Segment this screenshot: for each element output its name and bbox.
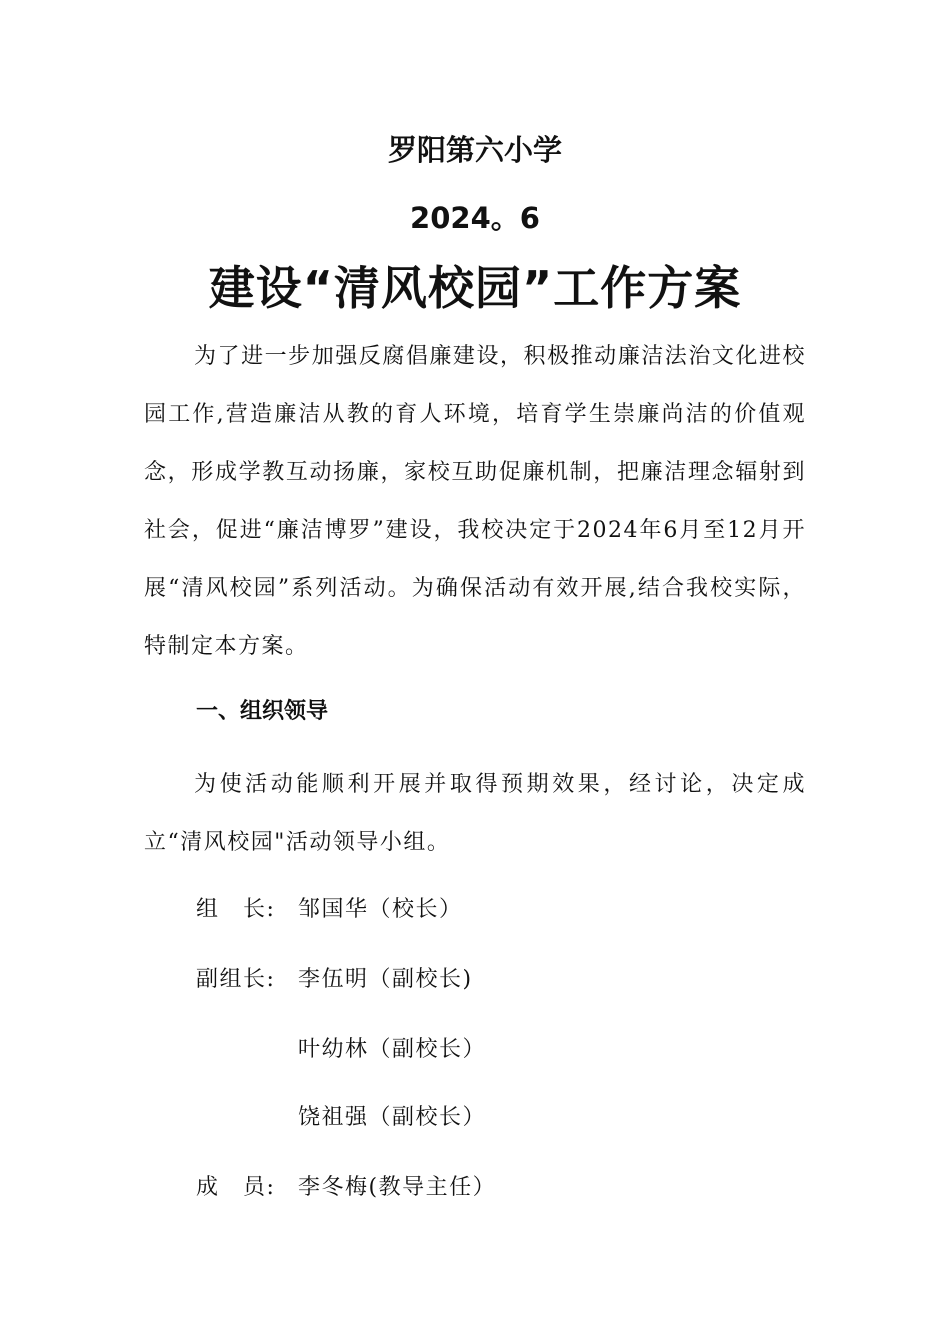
leader-name: 邹国华（校长） — [298, 897, 463, 922]
deputy-name: 李伍明（副校长) — [298, 967, 473, 992]
school-name: 罗阳第六小学 — [387, 133, 562, 167]
document-title: 建设“清风校园”工作方案 — [208, 261, 742, 315]
deputy-label: 副组长: — [196, 967, 276, 992]
intro-paragraph: 为了进一步加强反腐倡廉建设，积极推动廉洁法治文化进校园工作,营造廉洁从教的育人环境，培育学生崇廉尚洁的价值观念，形成学教互动扬廉，家校互助促廉机制，把廉洁理念辐射到社会，促进“廉洁博罗”建设，我校决定于2024年6月至12月开展“清风校园”系列活动。为确保活动有效开展,结合我校实际，特制定本方案。 — [144, 344, 806, 659]
deputy-name: 叶幼林（副校长） — [298, 1037, 487, 1062]
deputy-name: 饶祖强（副校长） — [298, 1105, 487, 1130]
member-label: 成 员: — [196, 1175, 276, 1200]
leader-label: 组 长: — [196, 897, 276, 922]
section-heading-organization: 一、组织领导 — [196, 699, 329, 724]
member-name: 李冬梅(教导主任） — [298, 1175, 497, 1200]
section-paragraph: 为使活动能顺利开展并取得预期效果，经讨论，决定成立“清风校园"活动领导小组。 — [144, 772, 806, 855]
document-date: 2024。6 — [410, 201, 540, 235]
